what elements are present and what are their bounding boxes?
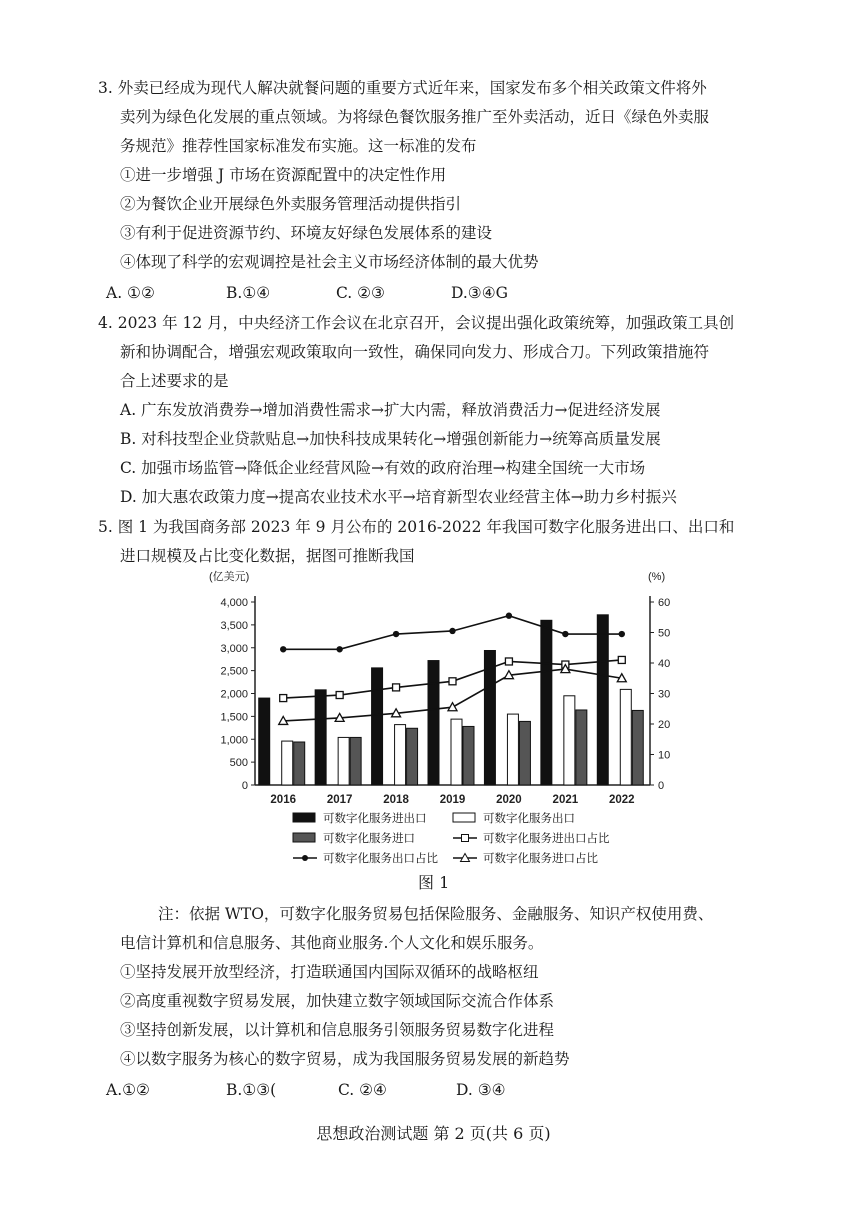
q4-stem-line-1: 4. 2023 年 12 月，中央经济工作会议在北京召开，会议提出强化政策统筹，加强政策工具创 (98, 314, 735, 332)
circle-marker (562, 631, 568, 637)
bar-2 (507, 714, 518, 785)
q5-option-a[interactable]: A.①② (106, 1081, 150, 1099)
x-tick-label: 2016 (270, 794, 297, 806)
figure-caption: 图 1 (418, 873, 450, 892)
right-tick-label: 10 (658, 749, 671, 762)
q5-option-d[interactable]: D. ③④ (456, 1081, 506, 1099)
square-marker (449, 678, 456, 685)
bar-3 (350, 737, 361, 785)
square-marker (505, 658, 512, 665)
bar-1 (484, 650, 495, 785)
x-tick-label: 2021 (552, 794, 579, 806)
q3-options (106, 283, 508, 303)
right-tick-label: 40 (658, 658, 671, 670)
legend-label: 可数字化服务进口占比 (483, 853, 598, 865)
digital-services-trade-chart (205, 566, 675, 886)
q5-option-c[interactable]: C. ②④ (338, 1081, 387, 1099)
q3-item-3: ③有利于促进资源节约、环境友好绿色发展体系的建设 (120, 224, 493, 242)
legend-bar-swatch (453, 813, 475, 822)
square-marker (280, 695, 287, 702)
q5-item-1: ①坚持发展开放型经济，打造联通国内国际双循环的战略枢纽 (120, 963, 539, 981)
left-tick-label: 500 (229, 757, 248, 770)
q3-item-2: ②为餐饮企业开展绿色外卖服务管理活动提供指引 (120, 195, 462, 213)
right-tick-label: 30 (658, 688, 671, 701)
legend-square-marker (462, 835, 469, 842)
q4-choice-a[interactable]: A. 广东发放消费券→增加消费性需求→扩大内需，释放消费活力→促进经济发展 (120, 401, 661, 419)
q5-stem-line-1: 5. 图 1 为我国商务部 2023 年 9 月公布的 2016-2022 年我国可数字化服务进出口、出口和 (98, 518, 735, 536)
legend-bar-swatch (293, 833, 315, 842)
bar-1 (597, 615, 608, 785)
bar-3 (463, 726, 474, 785)
q3-option-a[interactable]: A. ①② (106, 284, 155, 302)
q4-choice-c[interactable]: C. 加强市场监管→降低企业经营风险→有效的政府治理→构建全国统一大市场 (120, 459, 646, 477)
left-tick-label: 4,000 (220, 597, 248, 609)
right-tick-label: 20 (658, 719, 671, 731)
legend-label: 可数字化服务进口 (323, 833, 415, 845)
q5-item-3: ③坚持创新发展，以计算机和信息服务引领服务贸易数字化进程 (120, 1021, 555, 1039)
q4-stem-line-3: 合上述要求的是 (120, 372, 229, 390)
circle-marker (336, 646, 342, 652)
bar-3 (632, 710, 643, 785)
bar-1 (315, 690, 326, 785)
left-axis-unit: (亿美元) (209, 571, 250, 583)
left-tick-label: 1,500 (220, 711, 248, 724)
circle-marker (280, 646, 286, 652)
x-tick-label: 2020 (496, 794, 522, 806)
q5-item-2: ②高度重视数字贸易发展，加快建立数字领域国际交流合作体系 (120, 992, 555, 1010)
q5-item-4: ④以数字服务为核心的数字贸易，成为我国服务贸易发展的新趋势 (120, 1050, 570, 1068)
legend-label: 可数字化服务进出口占比 (483, 833, 610, 845)
square-marker (618, 656, 625, 663)
circle-marker (506, 613, 512, 619)
left-tick-label: 2,000 (220, 688, 248, 701)
q3-item-4: ④体现了科学的宏观调控是社会主义市场经济体制的最大优势 (120, 253, 539, 271)
left-tick-label: 3,500 (220, 619, 248, 632)
page-footer: 思想政治测试题 第 2 页(共 6 页) (316, 1124, 551, 1143)
right-tick-label: 60 (658, 597, 671, 609)
left-tick-label: 2,500 (220, 665, 248, 678)
bar-2 (338, 737, 349, 785)
q3-item-1: ①进一步增强 J 市场在资源配置中的决定性作用 (120, 166, 447, 184)
x-tick-label: 2017 (326, 794, 353, 806)
circle-marker (393, 631, 399, 637)
bar-3 (294, 742, 305, 785)
square-marker (336, 692, 343, 699)
q3-stem-line-2: 卖列为绿色化发展的重点领域。为将绿色餐饮服务推广至外卖活动，近日《绿色外卖服 (120, 108, 710, 126)
bar-1 (428, 661, 439, 785)
q3-option-c[interactable]: C. ②③ (336, 284, 385, 302)
circle-marker (619, 631, 625, 637)
triangle-marker (448, 703, 457, 711)
q5-options (106, 1080, 506, 1100)
legend-label: 可数字化服务出口 (483, 813, 575, 825)
bar-2 (564, 696, 575, 785)
q3-option-d[interactable]: D.③④G (451, 284, 508, 302)
bar-2 (395, 725, 406, 785)
q5-note-line-2: 电信计算机和信息服务、其他商业服务.个人文化和娱乐服务。 (120, 934, 544, 952)
bar-2 (620, 689, 631, 785)
left-tick-label: 0 (241, 780, 248, 792)
square-marker (393, 684, 400, 691)
q4-choice-b[interactable]: B. 对科技型企业贷款贴息→加快科技成果转化→增强创新能力→统筹高质量发展 (120, 430, 661, 448)
x-tick-label: 2019 (439, 794, 466, 806)
legend-label: 可数字化服务出口占比 (323, 853, 438, 865)
legend-bar-swatch (293, 813, 315, 822)
bar-2 (451, 719, 462, 785)
legend-circle-marker (302, 855, 308, 861)
q4-stem-line-2: 新和协调配合，增强宏观政策取向一致性，确保同向发力、形成合刀。下列政策措施符 (120, 343, 710, 361)
x-tick-label: 2022 (608, 794, 635, 806)
left-tick-label: 1,000 (220, 734, 248, 747)
left-tick-label: 3,000 (220, 642, 248, 655)
bar-2 (282, 741, 293, 785)
q4-choice-d[interactable]: D. 加大惠农政策力度→提高农业技术水平→培育新型农业经营主体→助力乡村振兴 (120, 488, 677, 506)
bar-1 (541, 620, 552, 785)
right-axis-unit: (%) (648, 571, 666, 583)
legend-label: 可数字化服务进出口 (323, 813, 427, 825)
bar-3 (576, 710, 587, 785)
q3-stem-line-3: 务规范》推荐性国家标准发布实施。这一标准的发布 (120, 137, 477, 155)
q3-stem-line-1: 3. 外卖已经成为现代人解决就餐问题的重要方式近年来，国家发布多个相关政策文件将外 (98, 79, 707, 97)
right-tick-label: 50 (658, 627, 671, 640)
bar-3 (407, 728, 418, 785)
x-tick-label: 2018 (383, 794, 409, 806)
q5-note-line-1: 注：依据 WTO，可数字化服务贸易包括保险服务、金融服务、知识产权使用费、 (158, 905, 714, 923)
right-tick-label: 0 (658, 780, 665, 792)
circle-marker (449, 628, 455, 634)
q3-option-b[interactable]: B.①④ (226, 284, 271, 302)
q5-option-b[interactable]: B.①③( (226, 1081, 277, 1099)
bar-1 (259, 698, 270, 785)
q5-stem-line-2: 进口规模及占比变化数据，据图可推断我国 (120, 547, 415, 565)
bar-1 (372, 668, 383, 785)
bar-3 (519, 721, 530, 785)
